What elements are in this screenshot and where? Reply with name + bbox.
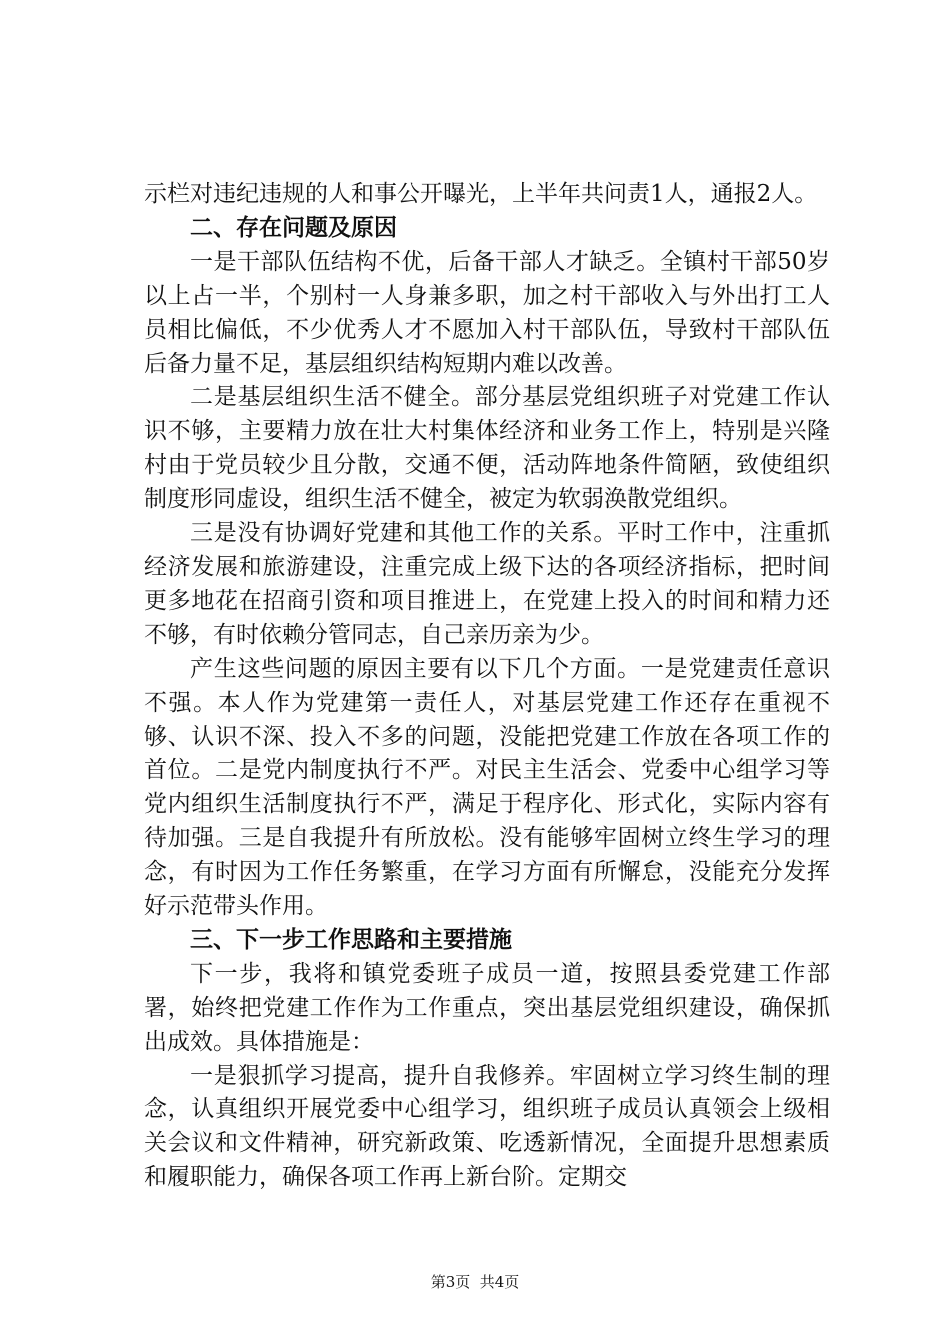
- paragraph-next-step-intro: 下一步，我将和镇党委班子成员一道，按照县委党建工作部署，始终把党建工作作为工作重点，突出基层党组织建设，确保抓出成效。具体措施是：: [144, 960, 830, 1055]
- page-number-label: 第3页 共4页: [430, 1273, 520, 1291]
- paragraph-cadre-structure: 一是干部队伍结构不优，后备干部人才缺乏。全镇村干部50岁以上占一半，个别村一人身兼多职，加之村干部收入与外出打工人员相比偏低，不少优秀人才不愿加入村干部队伍，导致村干部队伍后备力量不足，基层组织结构短期内难以改善。: [144, 248, 830, 377]
- paragraph-continuation: 示栏对违纪违规的人和事公开曝光，上半年共问责1人，通报2人。: [144, 181, 818, 207]
- paragraph-organization-life: 二是基层组织生活不健全。部分基层党组织班子对党建工作认识不够，主要精力放在壮大村集体经济和业务工作上，特别是兴隆村由于党员较少且分散，交通不便，活动阵地条件简陋，致使组织制度形同虚设，组织生活不健全，被定为软弱涣散党组织。: [144, 384, 830, 513]
- document-body: [144, 178, 830, 1195]
- paragraph-measure-study: 一是狠抓学习提高，提升自我修养。牢固树立学习终生制的理念，认真组织开展党委中心组学习，组织班子成员认真领会上级相关会议和文件精神，研究新政策、吃透新情况，全面提升思想素质和履职能力，确保各项工作再上新台阶。定期交: [144, 1062, 830, 1191]
- section-heading-next-steps: 三、下一步工作思路和主要措施: [190, 926, 512, 953]
- section-heading-problems: 二、存在问题及原因: [190, 214, 397, 241]
- page-footer: [0, 1272, 950, 1292]
- paragraph-causes: 产生这些问题的原因主要有以下几个方面。一是党建责任意识不强。本人作为党建第一责任人，对基层党建工作还存在重视不够、认识不深、投入不多的问题，没能把党建工作放在各项工作的首位。二是党内制度执行不严。对民主生活会、党委中心组学习等党内组织生活制度执行不严，满足于程序化、形式化，实际内容有待加强。三是自我提升有所放松。没有能够牢固树立终生学习的理念，有时因为工作任务繁重，在学习方面有所懈怠，没能充分发挥好示范带头作用。: [144, 655, 830, 920]
- paragraph-coordination: 三是没有协调好党建和其他工作的关系。平时工作中，注重抓经济发展和旅游建设，注重完成上级下达的各项经济指标，把时间更多地花在招商引资和项目推进上，在党建上投入的时间和精力还不够，有时依赖分管同志，自己亲历亲为少。: [144, 520, 830, 648]
